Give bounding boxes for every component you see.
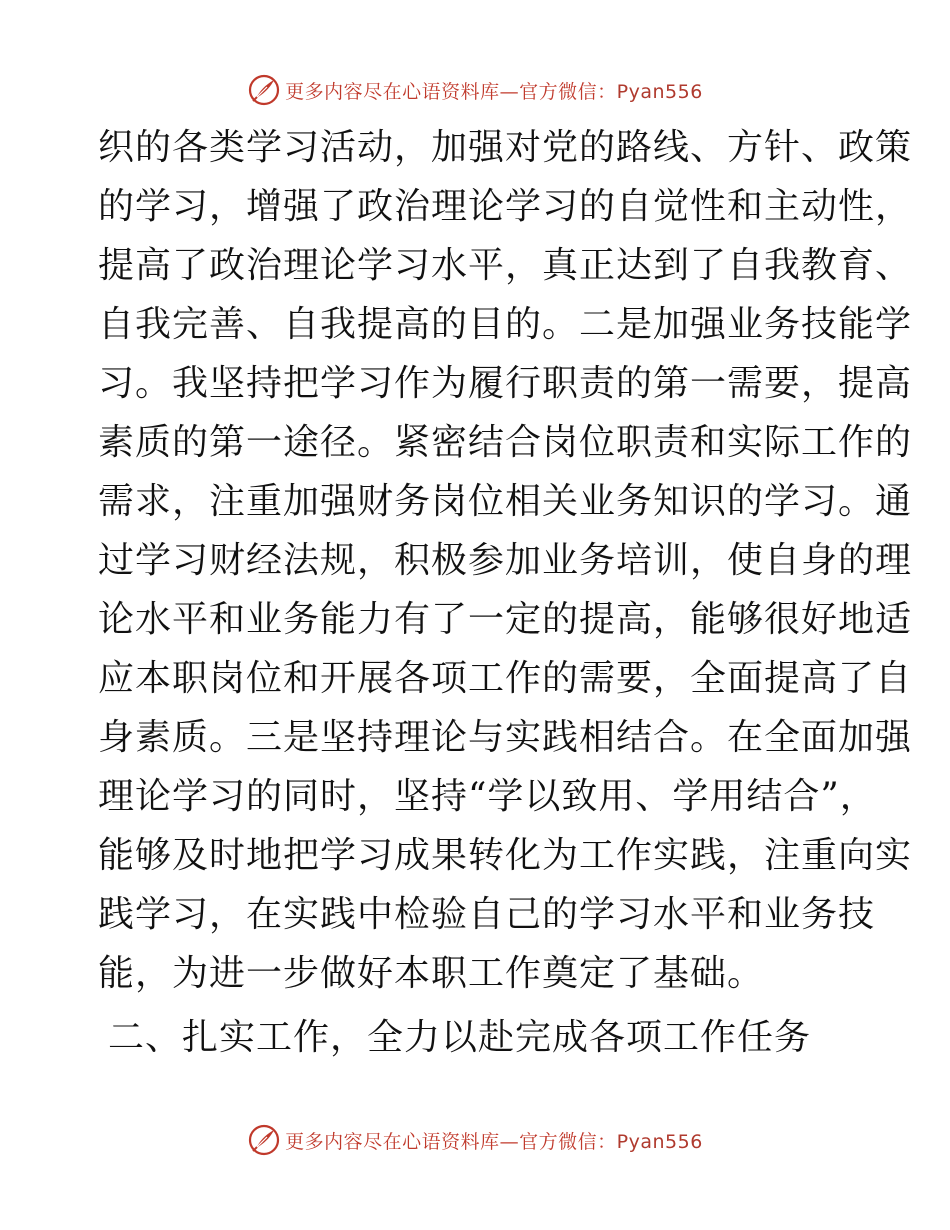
watermark-wechat-id: Pyan556 bbox=[616, 80, 703, 103]
watermark-wechat-id: Pyan556 bbox=[616, 1130, 703, 1153]
paragraph-line: 能，为进一步做好本职工作奠定了基础。 bbox=[98, 953, 765, 994]
watermark-slogan: 更多内容尽在心语资料库—官方微信： bbox=[285, 1130, 617, 1153]
paragraph-line: 织的各类学习活动，加强对党的路线、方针、政策 bbox=[98, 127, 913, 168]
paragraph-line: 素质的第一途径。紧密结合岗位职责和实际工作的 bbox=[98, 422, 913, 463]
paragraph-line: 过学习财经法规，积极参加业务培训，使自身的理 bbox=[98, 540, 913, 581]
paragraph-line: 践学习，在实践中检验自己的学习水平和业务技 bbox=[98, 894, 876, 935]
paragraph-line: 需求，注重加强财务岗位相关业务知识的学习。通 bbox=[98, 481, 913, 522]
paragraph-line: 应本职岗位和开展各项工作的需要，全面提高了自 bbox=[98, 658, 913, 699]
paragraph-line: 论水平和业务能力有了一定的提高，能够很好地适 bbox=[98, 599, 913, 640]
watermark-slogan: 更多内容尽在心语资料库—官方微信： bbox=[285, 80, 617, 103]
watermark-text bbox=[285, 1127, 703, 1154]
footer-watermark bbox=[0, 1120, 950, 1160]
footer-watermark-content bbox=[247, 1123, 703, 1157]
paragraph-line: 提高了政治理论学习水平，真正达到了自我教育、 bbox=[98, 245, 913, 286]
feather-pen-logo-icon bbox=[247, 73, 281, 107]
paragraph-line: 的学习，增强了政治理论学习的自觉性和主动性， bbox=[98, 186, 913, 227]
section-heading: 二、扎实工作，全力以赴完成各项工作任务 bbox=[108, 1017, 812, 1058]
paragraph-line: 自我完善、自我提高的目的。二是加强业务技能学 bbox=[98, 304, 913, 345]
paragraph-line: 习。我坚持把学习作为履行职责的第一需要，提高 bbox=[98, 363, 913, 404]
paragraph-line: 能够及时地把学习成果转化为工作实践，注重向实 bbox=[98, 835, 913, 876]
body-paragraph bbox=[98, 118, 913, 1003]
paragraph-line: 身素质。三是坚持理论与实践相结合。在全面加强 bbox=[98, 717, 913, 758]
watermark-text bbox=[285, 77, 703, 104]
header-watermark-content bbox=[247, 73, 703, 107]
paragraph-line: 理论学习的同时，坚持“学以致用、学用结合”， bbox=[98, 776, 877, 817]
header-watermark bbox=[0, 70, 950, 110]
feather-pen-logo-icon bbox=[247, 1123, 281, 1157]
